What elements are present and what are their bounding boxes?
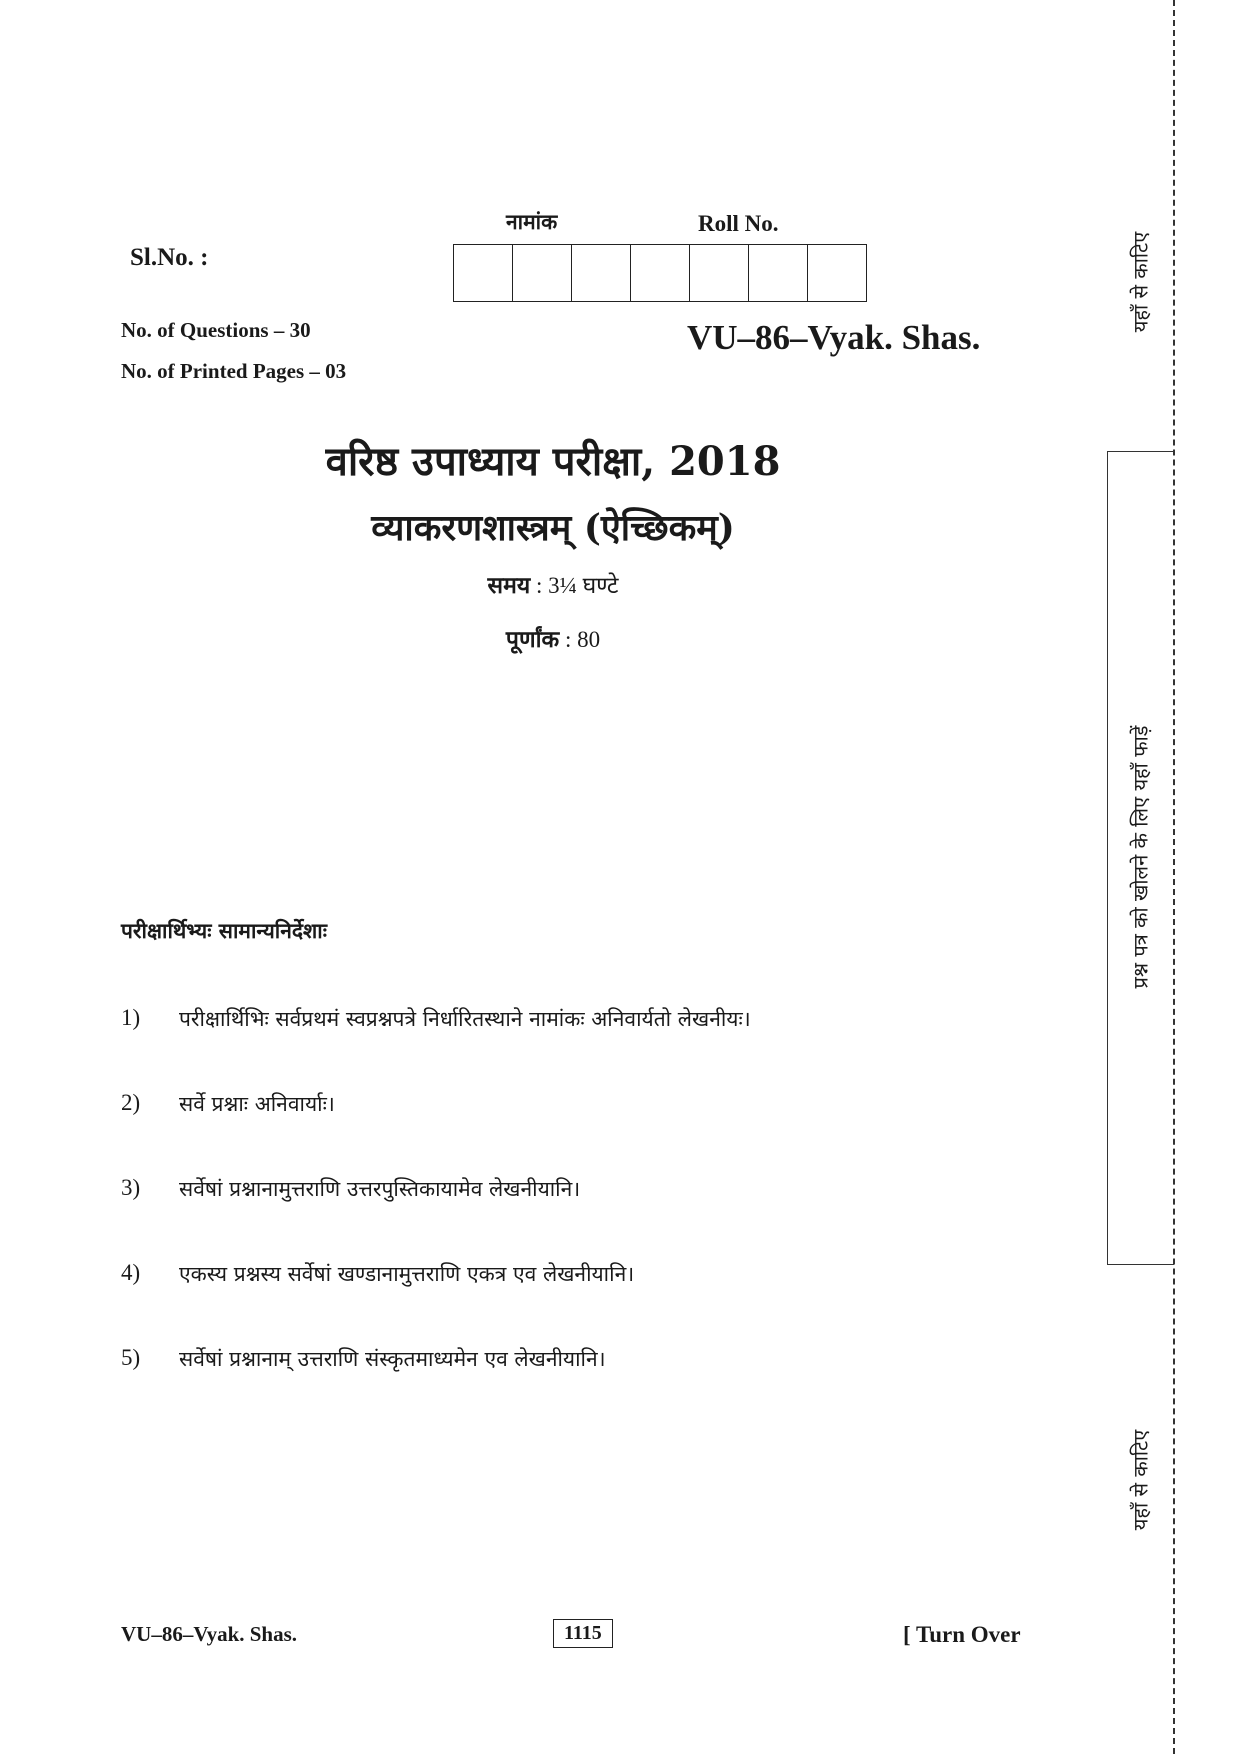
num-printed-pages: No. of Printed Pages – 03 [121,359,347,383]
instruction-text: सर्वे प्रश्नाः अनिवार्याः। [179,1092,335,1116]
roll-digit-box[interactable] [808,245,866,301]
tear-here-label: प्रश्न पत्र को खोलने के लिए यहाँ फाड़ें [1128,725,1153,989]
instruction-number: 4) [121,1260,141,1285]
turn-over-label: [ Turn Over [903,1622,1021,1647]
marks-label: पूर्णांक [505,626,560,653]
exam-title: वरिष्ठ उपाध्याय परीक्षा, 2018 [325,438,781,485]
roll-digit-box[interactable] [749,245,808,301]
instruction-text: सर्वेषां प्रश्नानामुत्तराणि उत्तरपुस्तिकायामेव लेखनीयानि। [179,1177,581,1201]
footer-page-number: 1115 [553,1619,613,1648]
sl-no-label: Sl.No. : [130,244,209,271]
cut-here-bottom-label: यहाँ से काटिए [1128,1429,1153,1531]
instruction-number: 1) [121,1005,141,1030]
cut-here-top-label: यहाँ से काटिए [1128,231,1153,333]
instruction-item [121,1175,580,1203]
roll-digit-box[interactable] [454,245,513,301]
instruction-number: 3) [121,1175,141,1200]
time-allowed [0,568,1106,600]
instruction-item [121,1005,751,1033]
time-value: : 3¼ घण्टे [530,573,619,598]
time-label: समय [487,572,531,599]
roll-no-label: Roll No. [698,211,779,236]
instruction-text: परीक्षार्थिभिः सर्वप्रथमं स्वप्रश्नपत्रे निर्धारितस्थाने नामांकः अनिवार्यतो लेखनीयः। [179,1007,751,1031]
instruction-item [121,1090,335,1118]
instructions-heading: परीक्षार्थिभ्यः सामान्यनिर्देशाः [121,918,327,943]
instruction-number: 2) [121,1090,141,1115]
instruction-text: सर्वेषां प्रश्नानाम् उत्तराणि संस्कृतमाध्यमेन एव लेखनीयानि। [179,1347,606,1371]
num-questions: No. of Questions – 30 [121,318,311,342]
instruction-text: एकस्य प्रश्नस्य सर्वेषां खण्डानामुत्तराणि एकत्र एव लेखनीयानि। [179,1262,635,1286]
full-marks [0,622,1106,654]
roll-digit-box[interactable] [690,245,749,301]
roll-digit-box[interactable] [513,245,572,301]
instruction-item [121,1260,634,1288]
namank-label: नामांक [506,209,558,234]
instruction-number: 5) [121,1345,141,1370]
roll-digit-box[interactable] [572,245,631,301]
subject-title: व्याकरणशास्त्रम् (ऐच्छिकम्) [371,507,735,549]
footer-paper-code: VU–86–Vyak. Shas. [121,1622,298,1646]
paper-code: VU–86–Vyak. Shas. [687,318,981,357]
marks-value: : 80 [559,627,601,652]
roll-number-boxes[interactable] [453,244,867,302]
roll-digit-box[interactable] [631,245,690,301]
instruction-item [121,1345,606,1373]
